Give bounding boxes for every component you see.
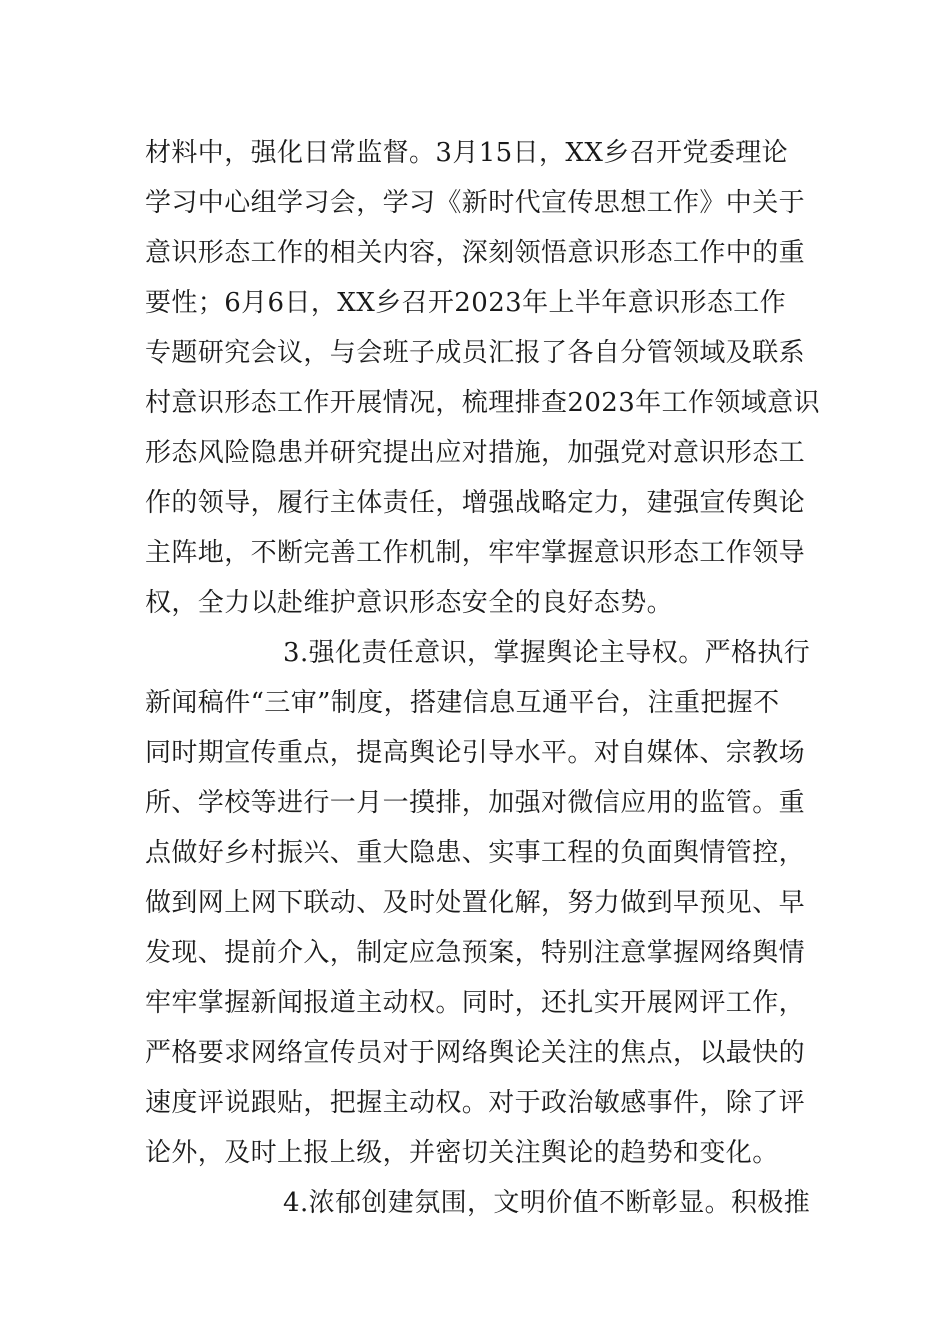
text-line: 发现、提前介入，制定应急预案，特别注意掌握网络舆情 — [145, 938, 806, 968]
text-line: 主阵地，不断完善工作机制，牢牢掌握意识形态工作领导 — [145, 538, 806, 568]
text-line: 作的领导，履行主体责任，增强战略定力，建强宣传舆论 — [145, 488, 806, 518]
text-line: 意识形态工作的相关内容，深刻领悟意识形态工作中的重 — [145, 238, 806, 268]
text-line: 权，全力以赴维护意识形态安全的良好态势。 — [145, 588, 674, 618]
text-line: 学习中心组学习会，学习《新时代宣传思想工作》中关于 — [145, 188, 806, 218]
text-line: 牢牢掌握新闻报道主动权。同时，还扎实开展网评工作， — [145, 988, 806, 1018]
text-line: 所、学校等进行一月一摸排，加强对微信应用的监管。重 — [145, 788, 806, 818]
text-line: 论外，及时上报上级，并密切关注舆论的趋势和变化。 — [145, 1138, 779, 1168]
text-line: 新闻稿件“三审”制度，搭建信息互通平台，注重把握不 — [145, 688, 780, 718]
section-heading-4: 4.浓郁创建氛围，文明价值不断彰显。积极推 — [283, 1188, 811, 1218]
text-line: 速度评说跟贴，把握主动权。对于政治敏感事件，除了评 — [145, 1088, 806, 1118]
body-text — [145, 128, 825, 1228]
text-line: 严格要求网络宣传员对于网络舆论关注的焦点，以最快的 — [145, 1038, 806, 1068]
text-line: 要性；6月6日，XX乡召开2023年上半年意识形态工作 — [145, 288, 787, 318]
text-line: 村意识形态工作开展情况，梳理排查2023年工作领域意识 — [145, 388, 820, 418]
section-heading-3: 3.强化责任意识，掌握舆论主导权。严格执行 — [283, 638, 811, 668]
text-line: 专题研究会议，与会班子成员汇报了各自分管领域及联系 — [145, 338, 806, 368]
text-line: 形态风险隐患并研究提出应对措施，加强党对意识形态工 — [145, 438, 806, 468]
text-line: 同时期宣传重点，提高舆论引导水平。对自媒体、宗教场 — [145, 738, 806, 768]
text-line: 点做好乡村振兴、重大隐患、实事工程的负面舆情管控， — [145, 838, 806, 868]
text-line: 材料中，强化日常监督。3月15日，XX乡召开党委理论 — [145, 138, 789, 168]
text-line: 做到网上网下联动、及时处置化解，努力做到早预见、早 — [145, 888, 806, 918]
